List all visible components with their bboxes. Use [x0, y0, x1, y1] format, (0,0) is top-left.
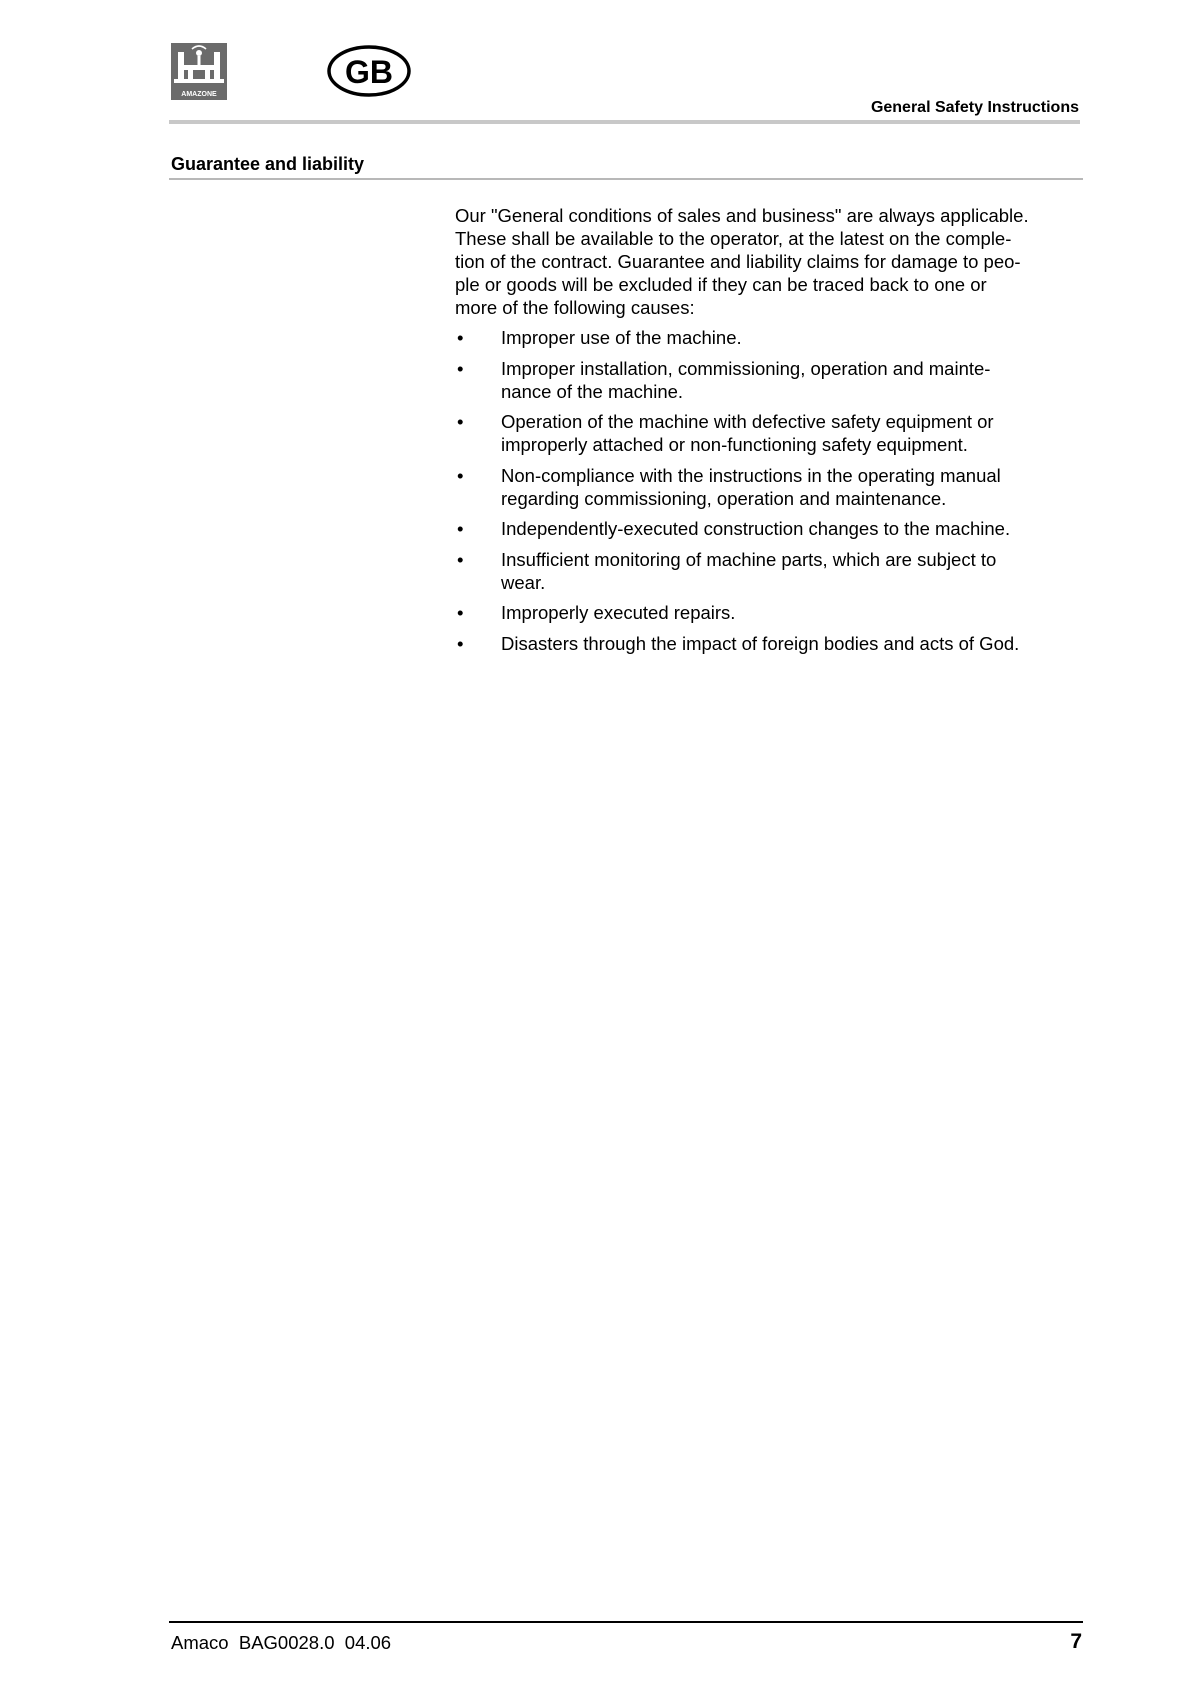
country-badge — [327, 45, 411, 97]
bullet-icon: • — [457, 357, 464, 379]
intro-paragraph — [455, 204, 1087, 319]
header-section-name: General Safety Instructions — [870, 99, 1079, 116]
list-item: • Improperly executed repairs. — [457, 602, 736, 623]
country-badge-label: GB — [345, 54, 393, 90]
header-divider — [169, 120, 1080, 124]
page-title: Guarantee and liability — [171, 154, 365, 174]
section-divider — [169, 178, 1083, 180]
bullet-icon: • — [457, 411, 464, 432]
bullet-icon: • — [457, 602, 464, 623]
logo-lettering: AMAZONE — [181, 91, 217, 98]
list-item: • Operation of the machine with defective safety equipment or improperly attached or non-functioning safety equipment. — [457, 411, 994, 455]
intro-line: Our "General conditions of sales and business" are always applicable. — [455, 205, 1029, 226]
bullet-icon: • — [457, 548, 464, 570]
body-content — [455, 204, 1087, 662]
bullet-icon: • — [457, 632, 464, 654]
bullet-icon: • — [457, 464, 464, 486]
page-number: 7 — [1070, 1630, 1082, 1653]
causes-list — [455, 326, 1087, 655]
bullet-icon: • — [457, 518, 464, 539]
list-item: • Disasters through the impact of foreign bodies and acts of God. — [457, 632, 1020, 654]
intro-line: tion of the contract. Guarantee and liability claims for damage to peo- — [455, 251, 1021, 272]
list-item: • Non-compliance with the instructions in the operating manual regarding commissioning, operation and maintenance. — [457, 464, 1001, 509]
list-item: • Insufficient monitoring of machine parts, which are subject to wear. — [457, 548, 997, 593]
list-item: • Independently-executed construction changes to the machine. — [457, 518, 1011, 539]
footer-doc-info: Amaco BAG0028.0 04.06 — [171, 1632, 392, 1653]
amazone-logo — [171, 43, 227, 100]
footer-divider — [169, 1621, 1083, 1623]
bullet-icon: • — [457, 327, 464, 348]
list-item: • Improper use of the machine. — [457, 327, 742, 348]
intro-line: more of the following causes: — [455, 297, 695, 318]
list-item: • Improper installation, commissioning, operation and mainte- nance of the machine. — [457, 357, 991, 402]
intro-line: ple or goods will be excluded if they can be traced back to one or — [455, 274, 987, 295]
intro-line: These shall be available to the operator, at the latest on the comple- — [455, 228, 1012, 249]
